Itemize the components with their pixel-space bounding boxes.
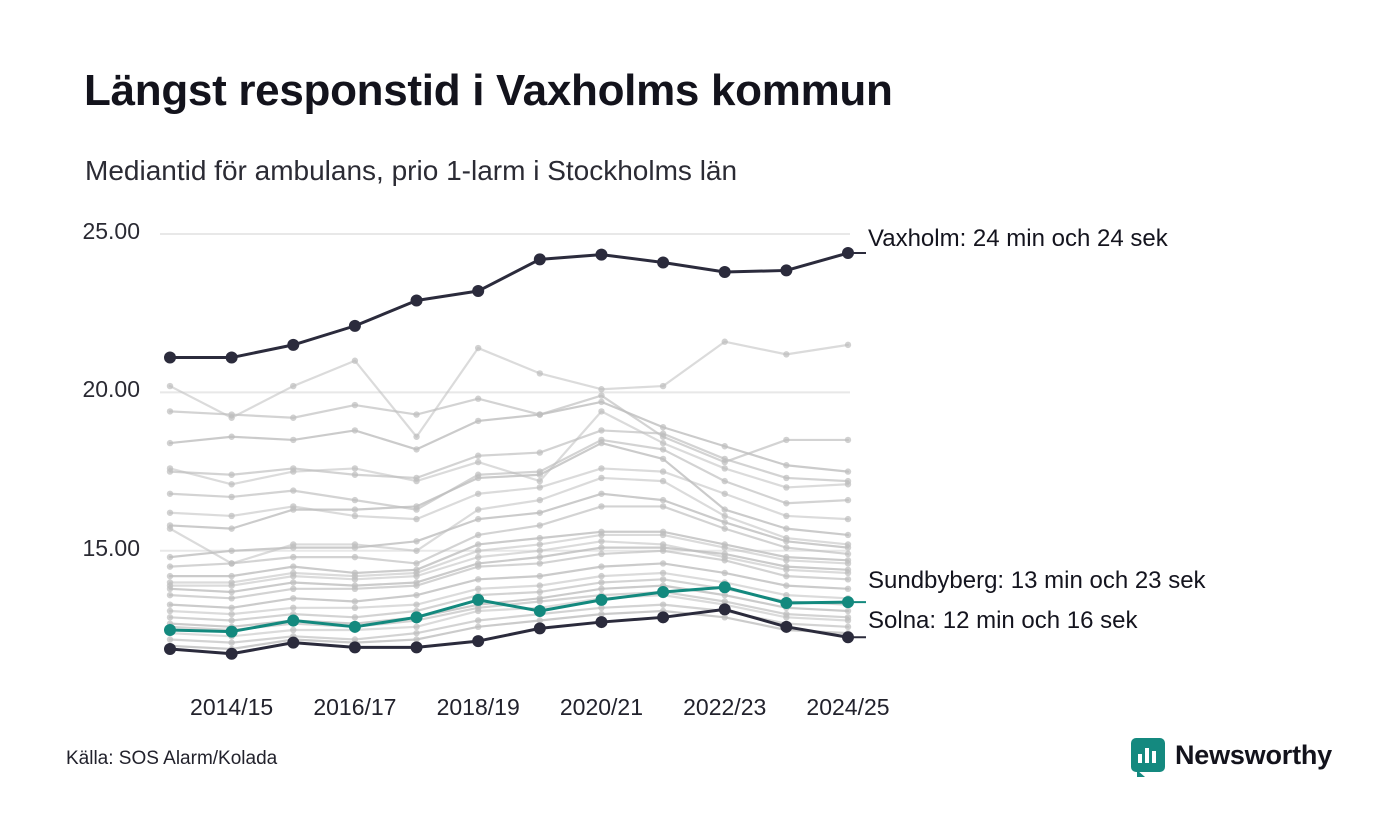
x-axis-tick-label: 2018/19 <box>436 694 520 720</box>
x-axis-tick-label: 2024/25 <box>806 694 890 720</box>
y-axis-tick-label: 20.00 <box>82 376 140 403</box>
newsworthy-logo <box>1131 738 1332 772</box>
x-axis-tick-label: 2014/15 <box>190 694 274 720</box>
source-note: Källa: SOS Alarm/Kolada <box>66 748 278 769</box>
page-title: Längst responstid i Vaxholms kommun <box>84 66 893 115</box>
y-axis-tick-label: 25.00 <box>82 218 140 244</box>
annotation-sundbyberg: Sundbyberg: 13 min och 23 sek <box>868 567 1206 594</box>
x-axis-tick-label: 2022/23 <box>683 694 767 720</box>
x-axis-tick-label: 2020/21 <box>559 694 644 720</box>
annotation-vaxholm: Vaxholm: 24 min och 24 sek <box>868 225 1168 252</box>
logo-text: Newsworthy <box>1174 739 1332 770</box>
y-axis-tick-label: 15.00 <box>82 534 140 561</box>
annotation-solna: Solna: 12 min och 16 sek <box>868 607 1138 634</box>
page-subtitle: Mediantid för ambulans, prio 1-larm i Stockholms län <box>85 155 738 186</box>
bar-chart-logo-icon <box>1131 738 1165 772</box>
x-axis-tick-label: 2016/17 <box>313 694 397 720</box>
